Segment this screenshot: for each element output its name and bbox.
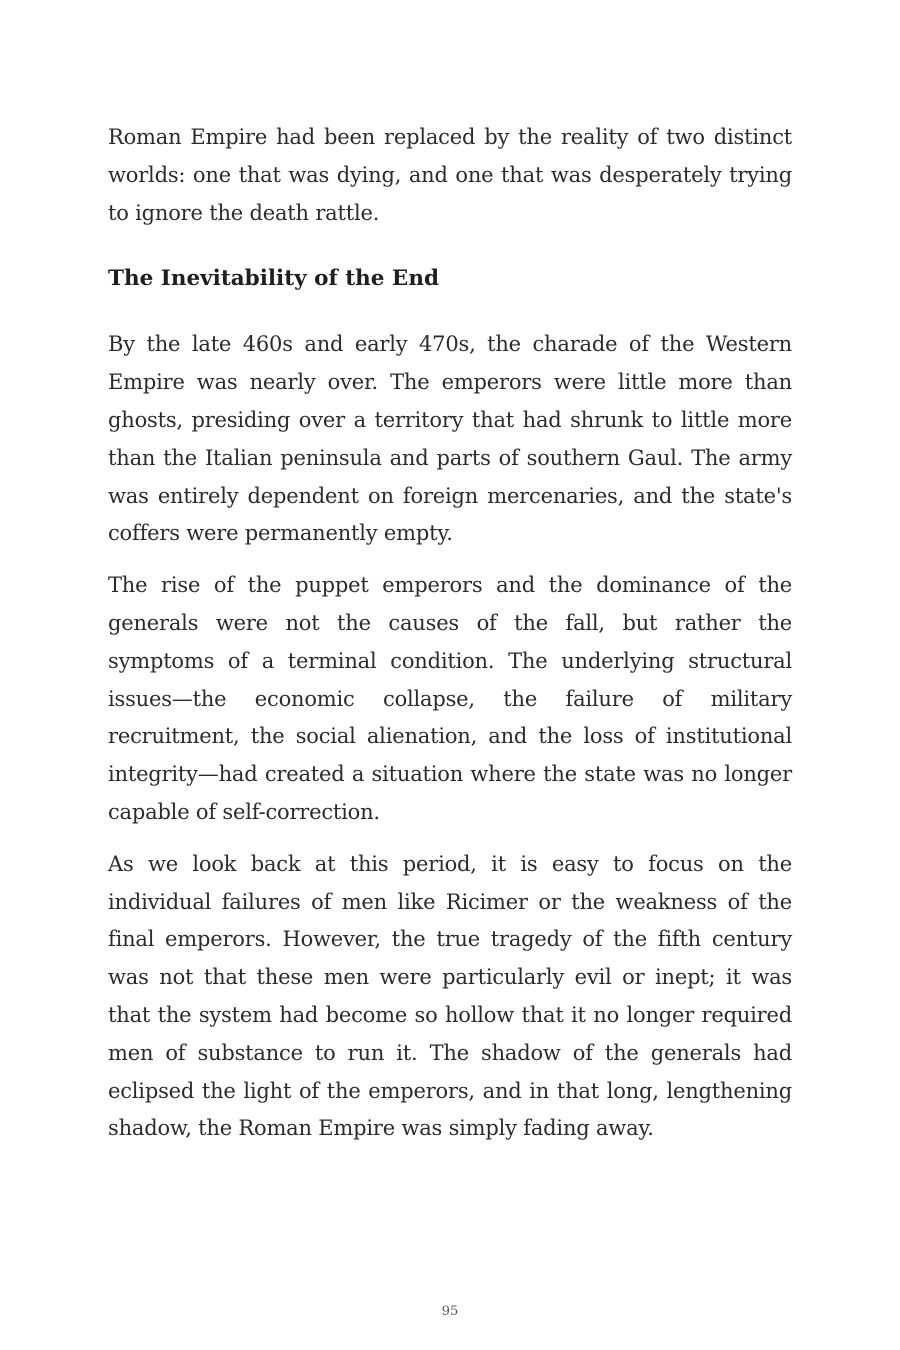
page-number: 95 bbox=[441, 1304, 459, 1319]
continuation-paragraph: Roman Empire had been replaced by the reality of two distinct worlds: one that was dying, and one that was desperately trying to ignore the death rattle. bbox=[108, 125, 792, 225]
section-heading: The Inevitability of the End bbox=[108, 266, 439, 292]
page-body bbox=[108, 119, 792, 1148]
body-paragraph: By the late 460s and early 470s, the charade of the Western Empire was nearly over. The emperors were little more than ghosts, presiding over a territory that had shrunk to little more than the Italian peninsula and parts of southern Gaul. The army was entirely dependent on foreign mercenaries, and the state's coffers were permanently empty. bbox=[108, 332, 792, 546]
body-paragraph: As we look back at this period, it is easy to focus on the individual failures of men like Ricimer or the weakness of the final emperors. However, the true tragedy of the fifth century was not that these men were particularly evil or inept; it was that the system had become so hollow that it no longer required men of substance to run it. The shadow of the generals had eclipsed the light of the emperors, and in that long, lengthening shadow, the Roman Empire was simply fading away. bbox=[108, 851, 792, 1141]
body-paragraph: The rise of the puppet emperors and the dominance of the generals were not the causes of the fall, but rather the symptoms of a terminal condition. The underlying structural issues—the economic collapse, the failure of military recruitment, the social alienation, and the loss of institutional integrity—had created a situation where the state was no longer capable of self-correction. bbox=[108, 573, 792, 824]
